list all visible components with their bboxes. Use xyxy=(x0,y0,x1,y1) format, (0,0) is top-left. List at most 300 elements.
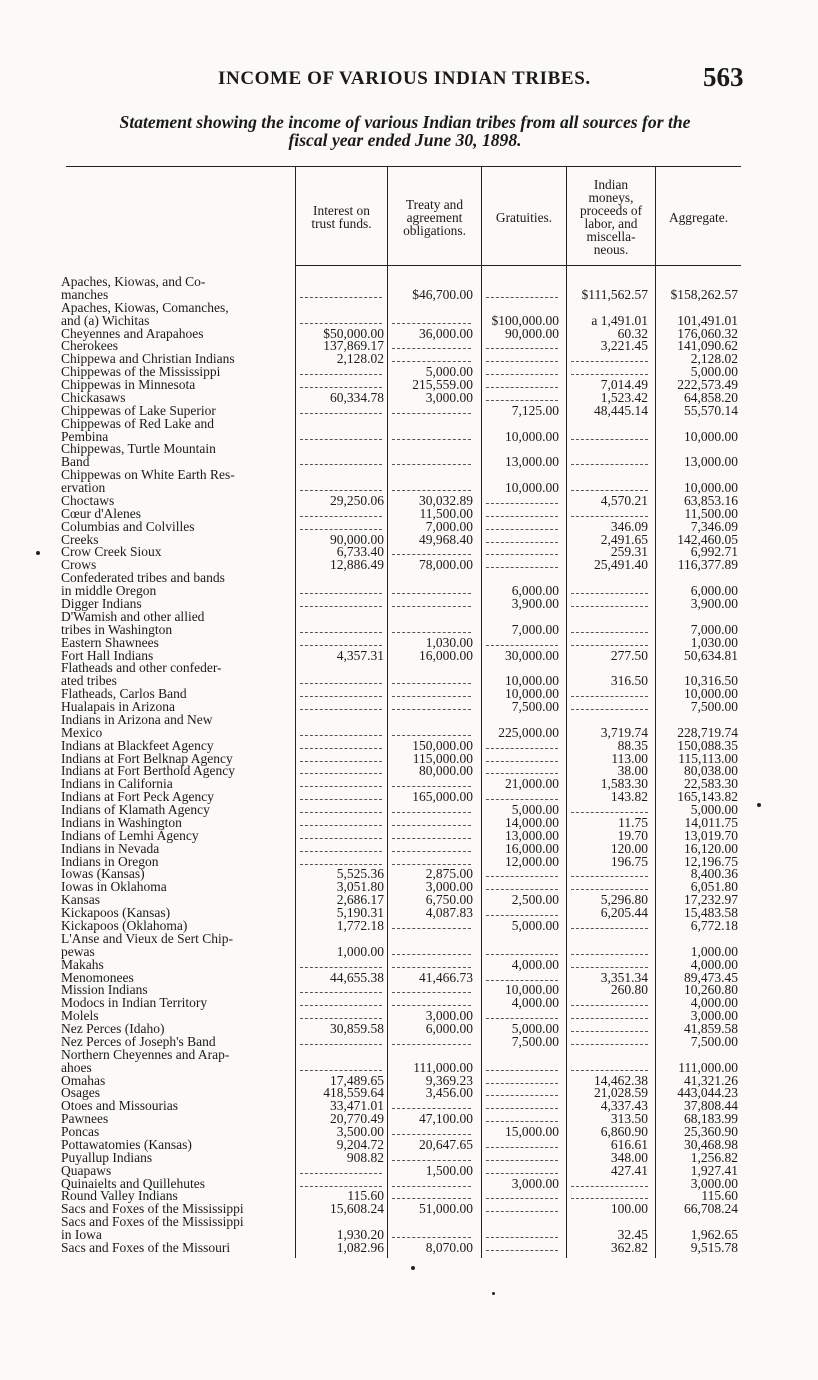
leader-dots xyxy=(392,404,471,414)
interest-cell: 90,000.00 xyxy=(330,532,384,547)
miscellaneous-cell: 259.31 xyxy=(610,545,648,560)
caption-line-2: fiscal year ended June 30, 1898. xyxy=(288,130,522,150)
table-row xyxy=(0,1189,818,1202)
leader-dots xyxy=(392,339,471,349)
miscellaneous-cell: a 1,491.01 xyxy=(591,313,648,328)
leader-dots xyxy=(300,726,382,736)
gratuities-cell: 10,000.00 xyxy=(505,687,559,702)
leader-dots xyxy=(392,983,471,993)
leader-dots xyxy=(392,958,471,968)
aggregate-cell: 6,051.80 xyxy=(690,880,738,895)
treaty-cell: 111,000.00 xyxy=(413,1060,473,1075)
table-row xyxy=(0,275,818,288)
aggregate-cell: 12,196.75 xyxy=(684,854,738,869)
aggregate-cell: 141,090.62 xyxy=(677,339,738,354)
table-row xyxy=(0,339,818,352)
table-row xyxy=(0,455,818,468)
table-row xyxy=(0,365,818,378)
table-row xyxy=(0,867,818,880)
leader-dots xyxy=(571,1189,648,1199)
gratuities-cell: 10,000.00 xyxy=(505,429,559,444)
tribe-name: L'Anse and Vieux de Sert Chip- xyxy=(61,931,233,946)
table-row xyxy=(0,803,818,816)
treaty-cell: 8,070.00 xyxy=(425,1241,473,1255)
leader-dots xyxy=(300,764,382,774)
aggregate-cell: 116,377.89 xyxy=(677,558,738,573)
leader-dots xyxy=(486,752,558,762)
tribe-name: Otoes and Missourias xyxy=(61,1099,178,1114)
leader-dots xyxy=(486,1151,558,1161)
leader-dots xyxy=(486,1074,558,1084)
leader-dots xyxy=(571,880,648,890)
aggregate-cell: 10,000.00 xyxy=(684,481,738,496)
treaty-cell: 2,875.00 xyxy=(425,867,473,882)
leader-dots xyxy=(486,1112,558,1122)
interest-cell: 17,489.65 xyxy=(330,1073,384,1088)
leader-dots xyxy=(392,481,471,491)
miscellaneous-cell: 1,523.42 xyxy=(600,390,648,405)
miscellaneous-cell: 7,014.49 xyxy=(600,378,648,393)
tribe-name: ated tribes xyxy=(61,674,117,689)
tribe-name: ahoes xyxy=(61,1060,92,1075)
leader-dots xyxy=(486,1228,558,1238)
treaty-cell: 7,000.00 xyxy=(425,519,473,534)
gratuities-cell: 13,000.00 xyxy=(505,455,559,470)
table-row xyxy=(0,1074,818,1087)
header-bottom-rule xyxy=(296,265,741,266)
leader-dots xyxy=(486,533,558,543)
miscellaneous-cell: 21,028.59 xyxy=(594,1086,648,1101)
aggregate-cell: 6,000.00 xyxy=(690,584,738,599)
leader-dots xyxy=(571,700,648,710)
tribe-name: Indians at Blackfeet Agency xyxy=(61,738,214,753)
leader-dots xyxy=(392,597,471,607)
leader-dots xyxy=(300,739,382,749)
gratuities-cell: 10,000.00 xyxy=(505,674,559,689)
table-row xyxy=(0,610,818,623)
leader-dots xyxy=(571,365,648,375)
tribe-name: Apaches, Kiowas, and Co- xyxy=(61,275,206,289)
leader-dots xyxy=(486,1061,558,1071)
gratuities-cell: 3,900.00 xyxy=(511,597,559,611)
tribe-name: Northern Cheyennes and Arap- xyxy=(61,1047,230,1062)
leader-dots xyxy=(300,983,382,993)
leader-dots xyxy=(392,816,471,826)
leader-dots xyxy=(486,867,558,877)
leader-dots xyxy=(392,919,471,929)
treaty-cell: 47,100.00 xyxy=(419,1112,473,1127)
leader-dots xyxy=(486,1009,558,1019)
gratuities-cell: 15,000.00 xyxy=(505,1125,559,1140)
leader-dots xyxy=(486,1138,558,1148)
miscellaneous-cell: 14,462.38 xyxy=(594,1073,648,1088)
treaty-cell: 215,559.00 xyxy=(412,378,473,393)
table-row xyxy=(0,507,818,520)
gratuities-cell: 10,000.00 xyxy=(505,983,559,998)
tribe-name: Cœur d'Alenes xyxy=(61,506,142,521)
interest-cell: 2,128.02 xyxy=(336,352,384,367)
tribe-name: Puyallup Indians xyxy=(61,1150,153,1165)
tribe-name: Flatheads and other confeder- xyxy=(61,661,222,676)
aggregate-cell: 10,260.80 xyxy=(684,983,738,998)
interest-cell: 1,772.18 xyxy=(336,919,384,933)
aggregate-cell: 150,088.35 xyxy=(677,738,738,753)
leader-dots xyxy=(486,558,558,568)
leader-dots xyxy=(300,288,382,298)
leader-dots xyxy=(300,996,382,1006)
aggregate-cell: 80,038.00 xyxy=(684,764,738,779)
leader-dots xyxy=(571,623,648,633)
gratuities-cell: 5,000.00 xyxy=(511,919,559,933)
leader-dots xyxy=(392,1177,471,1187)
table-row xyxy=(0,893,818,906)
table-row xyxy=(0,1215,818,1228)
interest-cell: 3,051.80 xyxy=(336,880,384,895)
leader-dots xyxy=(300,855,382,865)
leader-dots xyxy=(486,391,558,401)
leader-dots xyxy=(300,1164,382,1174)
tribe-name: Nez Perces (Idaho) xyxy=(61,1022,165,1037)
table-row xyxy=(0,700,818,713)
table-row xyxy=(0,816,818,829)
table-row xyxy=(0,468,818,481)
leader-dots xyxy=(300,520,382,530)
miscellaneous-cell: 196.75 xyxy=(610,854,648,869)
miscellaneous-cell: 25,491.40 xyxy=(594,558,648,573)
table-row xyxy=(0,301,818,314)
table-row xyxy=(0,1112,818,1125)
interest-cell: 4,357.31 xyxy=(336,648,384,663)
aggregate-cell: 7,500.00 xyxy=(690,1034,738,1049)
treaty-cell: 41,466.73 xyxy=(419,970,473,985)
tribe-name: Modocs in Indian Territory xyxy=(61,996,208,1011)
leader-dots xyxy=(392,674,471,684)
gratuities-cell: 10,000.00 xyxy=(505,481,559,496)
aggregate-cell: 1,927.41 xyxy=(690,1163,738,1178)
table-row xyxy=(0,1177,818,1190)
aggregate-cell: 228,719.74 xyxy=(677,725,738,740)
aggregate-cell: 13,000.00 xyxy=(684,455,738,470)
leader-dots xyxy=(392,700,471,710)
table-row xyxy=(0,777,818,790)
leader-dots xyxy=(486,494,558,504)
aggregate-cell: 3,000.00 xyxy=(690,1009,738,1024)
gratuities-cell: 4,000.00 xyxy=(511,957,559,972)
leader-dots xyxy=(571,687,648,697)
interest-cell: $50,000.00 xyxy=(323,326,384,341)
leader-dots xyxy=(486,790,558,800)
tribe-name: and (a) Wichitas xyxy=(61,313,150,328)
leader-dots xyxy=(392,1099,471,1109)
interest-cell: 2,686.17 xyxy=(336,893,384,908)
tribe-name: Chippewas of Red Lake and xyxy=(61,416,214,431)
treaty-cell: 16,000.00 xyxy=(419,648,473,663)
interest-cell: 1,082.96 xyxy=(336,1241,384,1255)
leader-dots xyxy=(392,1125,471,1135)
gratuities-cell: 5,000.00 xyxy=(511,1022,559,1037)
column-header-aggregate: Aggregate. xyxy=(668,209,729,225)
miscellaneous-cell: 11.75 xyxy=(618,815,648,830)
aggregate-cell: 30,468.98 xyxy=(684,1137,738,1152)
tribe-name: tribes in Washington xyxy=(61,622,173,637)
aggregate-cell: 41,859.58 xyxy=(684,1022,738,1037)
miscellaneous-cell: $111,562.57 xyxy=(581,287,648,302)
table-row xyxy=(0,726,818,739)
interest-cell: 15,608.24 xyxy=(330,1202,384,1217)
aggregate-cell: 1,962.65 xyxy=(690,1228,738,1243)
tribe-name: Cherokees xyxy=(61,339,118,354)
gratuities-cell: 225,000.00 xyxy=(498,725,559,740)
aggregate-cell: 5,000.00 xyxy=(690,803,738,818)
leader-dots xyxy=(486,945,558,955)
table-row xyxy=(0,713,818,726)
table-row xyxy=(0,571,818,584)
leader-dots xyxy=(300,700,382,710)
miscellaneous-cell: 427.41 xyxy=(610,1163,648,1178)
treaty-cell: 115,000.00 xyxy=(412,751,473,766)
tribe-name: Osages xyxy=(61,1086,100,1101)
treaty-cell: 5,000.00 xyxy=(425,365,473,380)
aggregate-cell: 7,000.00 xyxy=(690,622,738,637)
miscellaneous-cell: 143.82 xyxy=(610,790,648,805)
leader-dots xyxy=(486,507,558,517)
table-row xyxy=(0,1048,818,1061)
interest-cell: 908.82 xyxy=(346,1150,384,1165)
leader-dots xyxy=(486,1164,558,1174)
leader-dots xyxy=(571,352,648,362)
aggregate-cell: $158,262.57 xyxy=(670,287,738,302)
interest-cell: 20,770.49 xyxy=(330,1112,384,1127)
leader-dots xyxy=(571,867,648,877)
table-caption xyxy=(55,113,755,149)
leader-dots xyxy=(486,339,558,349)
table-row xyxy=(0,584,818,597)
tribe-name: Eastern Shawnees xyxy=(61,635,159,650)
interest-cell: 29,250.06 xyxy=(330,493,384,508)
tribe-name: Crows xyxy=(61,558,97,573)
gratuities-cell: 6,000.00 xyxy=(511,584,559,599)
table-row xyxy=(0,674,818,687)
tribe-name: in middle Oregon xyxy=(61,584,157,599)
treaty-cell: 3,456.00 xyxy=(425,1086,473,1101)
leader-dots xyxy=(571,1009,648,1019)
aggregate-cell: 1,030.00 xyxy=(690,635,738,650)
leader-dots xyxy=(300,1061,382,1071)
treaty-cell: 1,030.00 xyxy=(425,635,473,650)
tribe-name: Kickapoos (Oklahoma) xyxy=(61,919,188,933)
tribe-name: manches xyxy=(61,287,109,302)
table-row xyxy=(0,314,818,327)
table-row xyxy=(0,790,818,803)
miscellaneous-cell: 6,205.44 xyxy=(600,906,648,921)
leader-dots xyxy=(300,365,382,375)
gratuities-cell: 5,000.00 xyxy=(511,803,559,818)
leader-dots xyxy=(300,481,382,491)
aggregate-cell: 5,000.00 xyxy=(690,365,738,380)
leader-dots xyxy=(571,803,648,813)
caption-line-1: Statement showing the income of various Indian tribes from all sources for the xyxy=(119,112,691,132)
leader-dots xyxy=(392,1035,471,1045)
aggregate-cell: 16,120.00 xyxy=(684,841,738,856)
aggregate-cell: 111,000.00 xyxy=(678,1060,738,1075)
tribe-name: Indians of Klamath Agency xyxy=(61,803,210,818)
tribe-name: Pottawatomies (Kansas) xyxy=(61,1137,192,1152)
leader-dots xyxy=(300,674,382,684)
leader-dots xyxy=(300,829,382,839)
tribe-name: Hualapais in Arizona xyxy=(61,700,175,715)
aggregate-cell: 443,044.23 xyxy=(677,1086,738,1101)
aggregate-cell: 10,000.00 xyxy=(684,687,738,702)
table-row xyxy=(0,558,818,571)
tribe-name: Makahs xyxy=(61,957,104,972)
leader-dots xyxy=(300,455,382,465)
treaty-cell: 3,000.00 xyxy=(425,1009,473,1024)
leader-dots xyxy=(300,790,382,800)
interest-cell: 30,859.58 xyxy=(330,1022,384,1037)
miscellaneous-cell: 313.50 xyxy=(610,1112,648,1127)
aggregate-cell: 11,500.00 xyxy=(684,506,738,521)
leader-dots xyxy=(486,971,558,981)
leader-dots xyxy=(571,507,648,517)
table-top-rule xyxy=(66,166,741,167)
aggregate-cell: 10,000.00 xyxy=(684,429,738,444)
interest-cell: 6,733.40 xyxy=(336,545,384,560)
aggregate-cell: 6,772.18 xyxy=(690,919,738,933)
gratuities-cell: 4,000.00 xyxy=(511,996,559,1011)
tribe-name: Creeks xyxy=(61,532,99,547)
treaty-cell: 51,000.00 xyxy=(419,1202,473,1217)
table-row xyxy=(0,1009,818,1022)
tribe-name: Chickasaws xyxy=(61,390,126,405)
miscellaneous-cell: 100.00 xyxy=(610,1202,648,1217)
interest-cell: 115.60 xyxy=(347,1189,384,1204)
leader-dots xyxy=(392,623,471,633)
table-row xyxy=(0,288,818,301)
tribe-name: Mission Indians xyxy=(61,983,148,998)
tribe-name: Pawnees xyxy=(61,1112,109,1127)
table-row xyxy=(0,636,818,649)
tribe-name: Indians in Arizona and New xyxy=(61,712,213,727)
leader-dots xyxy=(486,636,558,646)
leader-dots xyxy=(300,777,382,787)
tribe-name: pewas xyxy=(61,944,95,959)
aggregate-cell: 50,634.81 xyxy=(684,648,738,663)
table-row xyxy=(0,623,818,636)
leader-dots xyxy=(571,455,648,465)
gratuities-cell: 14,000.00 xyxy=(505,815,559,830)
leader-dots xyxy=(392,314,471,324)
gratuities-cell: 12,000.00 xyxy=(505,854,559,869)
tribe-name: Columbias and Colvilles xyxy=(61,519,195,534)
tribe-name: Kickapoos (Kansas) xyxy=(61,906,171,921)
aggregate-cell: 10,316.50 xyxy=(684,674,738,689)
aggregate-cell: 115,113.00 xyxy=(678,751,738,766)
tribe-name: Menomonees xyxy=(61,970,134,985)
miscellaneous-cell: 19.70 xyxy=(617,828,648,843)
aggregate-cell: 7,500.00 xyxy=(690,700,738,715)
leader-dots xyxy=(300,430,382,440)
leader-dots xyxy=(300,597,382,607)
leader-dots xyxy=(486,739,558,749)
tribe-name: Band xyxy=(61,455,90,470)
miscellaneous-cell: 3,221.45 xyxy=(600,339,648,354)
table-row xyxy=(0,829,818,842)
leader-dots xyxy=(571,1177,648,1187)
tribe-name: Kansas xyxy=(61,893,100,908)
leader-dots xyxy=(392,1151,471,1161)
interest-cell: 1,930.20 xyxy=(336,1228,384,1243)
tribe-name: Pembina xyxy=(61,429,109,444)
leader-dots xyxy=(486,288,558,298)
leader-dots xyxy=(300,314,382,324)
treaty-cell: 6,750.00 xyxy=(425,893,473,908)
leader-dots xyxy=(486,1241,558,1251)
tribe-name: Fort Hall Indians xyxy=(61,648,154,663)
table-row xyxy=(0,855,818,868)
tribe-name: Confederated tribes and bands xyxy=(61,571,225,586)
miscellaneous-cell: 113.00 xyxy=(611,751,648,766)
leader-dots xyxy=(571,597,648,607)
table-row xyxy=(0,1164,818,1177)
leader-dots xyxy=(300,816,382,826)
ink-speck xyxy=(411,1266,415,1270)
tribe-name: Chippewas of the Mississippi xyxy=(61,365,221,380)
gratuities-cell: 16,000.00 xyxy=(505,841,559,856)
tribe-name: Indians in California xyxy=(61,777,173,792)
table-row xyxy=(0,1099,818,1112)
table-row xyxy=(0,352,818,365)
aggregate-cell: 9,515.78 xyxy=(690,1241,738,1255)
leader-dots xyxy=(486,545,558,555)
table-row xyxy=(0,932,818,945)
interest-cell: 44,655.38 xyxy=(330,970,384,985)
tribe-name: Molels xyxy=(61,1009,99,1024)
miscellaneous-cell: 88.35 xyxy=(617,738,648,753)
tribe-name: Quapaws xyxy=(61,1163,112,1178)
gratuities-cell: 30,000.00 xyxy=(505,648,559,663)
leader-dots xyxy=(486,1202,558,1212)
leader-dots xyxy=(300,636,382,646)
aggregate-cell: 64,858.20 xyxy=(684,390,738,405)
aggregate-cell: 4,000.00 xyxy=(690,996,738,1011)
interest-cell: 418,559.64 xyxy=(323,1086,384,1101)
table-row xyxy=(0,481,818,494)
leader-dots xyxy=(392,545,471,555)
leader-dots xyxy=(486,352,558,362)
table-row xyxy=(0,945,818,958)
aggregate-cell: 101,491.01 xyxy=(677,313,738,328)
miscellaneous-cell: 120.00 xyxy=(610,841,648,856)
table-row xyxy=(0,1202,818,1215)
table-row xyxy=(0,404,818,417)
interest-cell: 1,000.00 xyxy=(336,944,384,959)
leader-dots xyxy=(300,958,382,968)
treaty-cell: 6,000.00 xyxy=(425,1022,473,1037)
tribe-name: Quinaielts and Quillehutes xyxy=(61,1176,205,1191)
leader-dots xyxy=(571,1022,648,1032)
table-row xyxy=(0,919,818,932)
column-header-gratuities: Gratuities. xyxy=(495,209,553,225)
aggregate-cell: 89,473.45 xyxy=(684,970,738,985)
leader-dots xyxy=(571,1035,648,1045)
leader-dots xyxy=(300,1035,382,1045)
tribe-name: ervation xyxy=(61,481,106,496)
table-row xyxy=(0,687,818,700)
gratuities-cell: 7,500.00 xyxy=(511,700,559,715)
leader-dots xyxy=(571,481,648,491)
tribe-name: Choctaws xyxy=(61,493,115,508)
leader-dots xyxy=(486,378,558,388)
